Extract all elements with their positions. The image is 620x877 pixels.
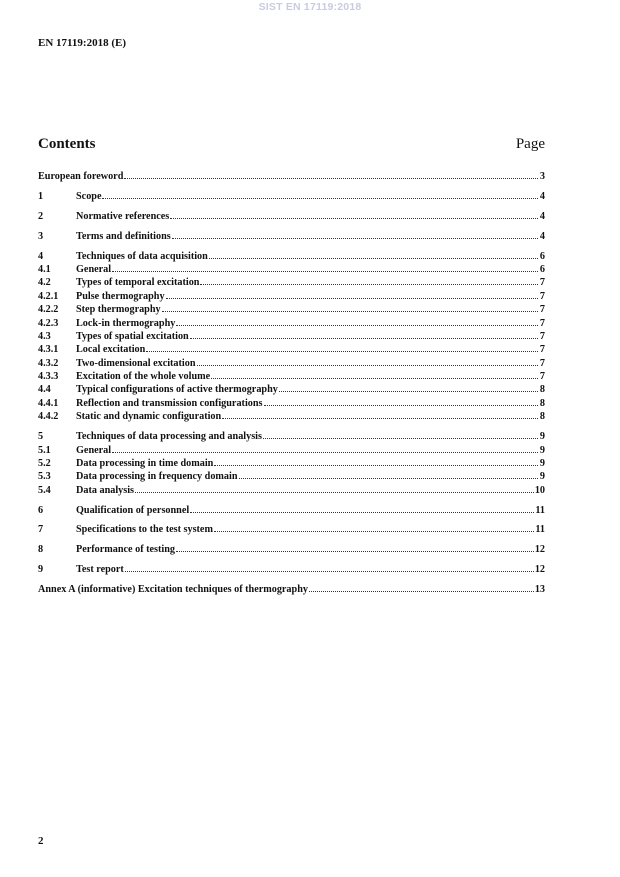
toc-dot-leader <box>172 229 538 239</box>
toc-entry-number: 4.3 <box>38 330 51 342</box>
watermark: SIST EN 17119:2018 <box>258 1 362 13</box>
toc-entry[interactable] <box>38 275 545 288</box>
toc-entry-page: 8 <box>539 411 545 423</box>
toc-entry[interactable] <box>38 522 545 535</box>
toc-dot-leader <box>190 503 534 513</box>
toc-entry-page: 12 <box>534 544 545 556</box>
toc-dot-leader <box>214 456 538 466</box>
toc-entry[interactable] <box>38 562 545 575</box>
toc-entry-page: 3 <box>539 171 545 182</box>
toc-entry-title: Typical configurations of active thermography <box>76 384 278 396</box>
toc-entry[interactable] <box>38 542 545 555</box>
toc-dot-leader <box>125 562 534 572</box>
toc-entry-number: 4.2.3 <box>38 317 59 329</box>
toc-dot-leader <box>176 316 538 326</box>
toc-entry-page: 13 <box>534 584 545 596</box>
toc-entry-title: Test report <box>76 564 124 576</box>
toc-entry-number: 3 <box>38 230 44 242</box>
toc-dot-leader <box>176 542 534 552</box>
toc-entry-title: Qualification of personnel <box>76 504 190 516</box>
toc-entry-number: 5.1 <box>38 444 51 456</box>
toc-entry-title: Annex A (informative) Excitation techniques of thermography <box>38 584 308 596</box>
toc-dot-leader <box>162 302 538 312</box>
toc-entry[interactable] <box>38 329 545 342</box>
toc-entry-page: 7 <box>539 357 545 369</box>
toc-dot-leader <box>102 189 538 199</box>
toc-entry-title: Scope <box>76 190 102 202</box>
contents-title: Contents <box>38 136 96 152</box>
toc-entry-title: Excitation of the whole volume <box>76 371 211 383</box>
toc-entry-title: Two-dimensional excitation <box>76 357 196 369</box>
toc-dot-leader <box>214 522 534 532</box>
toc-entry-title: Techniques of data processing and analysis <box>76 431 262 443</box>
toc-entry[interactable] <box>38 483 545 496</box>
toc-entry[interactable] <box>38 316 545 329</box>
toc-dot-leader <box>124 169 538 179</box>
toc-entry-title: General <box>76 444 112 456</box>
toc-entry-number: 4.4.1 <box>38 397 59 409</box>
toc-entry-title: Step thermography <box>76 304 161 316</box>
toc-entry[interactable] <box>38 302 545 315</box>
toc-dot-leader <box>197 356 538 366</box>
toc-dot-leader <box>309 582 534 592</box>
toc-entry-page: 10 <box>534 484 545 496</box>
toc-dot-leader <box>264 396 539 406</box>
toc-entry-title: Terms and definitions <box>76 230 171 242</box>
toc-entry[interactable] <box>38 369 545 382</box>
toc-entry-title: Performance of testing <box>76 544 176 556</box>
toc-entry[interactable] <box>38 582 545 595</box>
toc-entry[interactable] <box>38 209 545 222</box>
toc-entry-number: 7 <box>38 524 44 536</box>
toc-entry[interactable] <box>38 262 545 275</box>
toc-entry[interactable] <box>38 456 545 469</box>
toc-dot-leader <box>190 329 538 339</box>
toc-entry-title: Specifications to the test system <box>76 524 213 536</box>
toc-entry-page: 7 <box>539 290 545 302</box>
document-id: EN 17119:2018 (E) <box>38 37 126 49</box>
toc-dot-leader <box>166 289 538 299</box>
toc-entry-page: 7 <box>539 317 545 329</box>
toc-entry-number: 8 <box>38 544 44 556</box>
toc-entry-number: 2 <box>38 210 44 222</box>
toc-entry-number: 5.2 <box>38 457 51 469</box>
toc-entry-number: 5 <box>38 431 44 443</box>
toc-entry-number: 9 <box>38 564 44 576</box>
toc-dot-leader <box>135 483 534 493</box>
toc-entry-page: 4 <box>539 190 545 202</box>
toc-entry[interactable] <box>38 396 545 409</box>
toc-entry-page: 4 <box>539 210 545 222</box>
toc-entry-page: 12 <box>534 564 545 576</box>
toc-entry-page: 8 <box>539 384 545 396</box>
toc-entry-title: Reflection and transmission configurations <box>76 397 263 409</box>
toc-entry-title: Types of spatial excitation <box>76 330 189 342</box>
toc-entry-page: 9 <box>539 457 545 469</box>
toc-entry-page: 9 <box>539 444 545 456</box>
toc-entry-page: 7 <box>539 304 545 316</box>
toc-entry-number: 4.4 <box>38 384 51 396</box>
toc-entry-title: Techniques of data acquisition <box>76 250 208 262</box>
toc-entry-page: 7 <box>539 371 545 383</box>
toc-dot-leader <box>279 382 538 392</box>
toc-entry-number: 6 <box>38 504 44 516</box>
toc-dot-leader <box>112 262 538 272</box>
toc-entry[interactable] <box>38 469 545 482</box>
toc-entry[interactable] <box>38 503 545 516</box>
toc-entry[interactable] <box>38 189 545 202</box>
toc-entry-page: 6 <box>539 250 545 262</box>
toc-entry[interactable] <box>38 229 545 242</box>
toc-entry[interactable] <box>38 249 545 262</box>
toc-entry[interactable] <box>38 382 545 395</box>
page-column-heading: Page <box>515 136 545 152</box>
toc-entry-page: 8 <box>539 397 545 409</box>
toc-entry-number: 5.3 <box>38 471 51 483</box>
toc-entry-number: 4.3.3 <box>38 371 59 383</box>
toc-dot-leader <box>200 275 538 285</box>
toc-entry-title: General <box>76 263 112 275</box>
toc-entry-title: Data analysis <box>76 484 135 496</box>
toc-dot-leader <box>112 443 538 453</box>
toc-entry-number: 1 <box>38 190 44 202</box>
toc-entry-title: Local excitation <box>76 344 146 356</box>
toc-entry-page: 6 <box>539 263 545 275</box>
toc-entry-page: 7 <box>539 330 545 342</box>
page-number: 2 <box>38 835 44 847</box>
toc-dot-leader <box>239 469 538 479</box>
toc-dot-leader <box>222 409 538 419</box>
toc-entry-page: 7 <box>539 344 545 356</box>
toc-entry-title: Data processing in time domain <box>76 457 214 469</box>
toc-entry-title: Static and dynamic configuration <box>76 411 222 423</box>
toc-dot-leader <box>211 369 538 379</box>
toc-entry-title: Data processing in frequency domain <box>76 471 238 483</box>
toc-entry-number: 4 <box>38 250 44 262</box>
toc-entry[interactable] <box>38 342 545 355</box>
toc-entry[interactable] <box>38 289 545 302</box>
toc-entry-number: 4.3.1 <box>38 344 59 356</box>
toc-dot-leader <box>146 342 538 352</box>
toc-entry-title: European foreword <box>38 171 124 182</box>
toc-dot-leader <box>170 209 538 219</box>
toc-entry-number: 4.2.1 <box>38 290 59 302</box>
toc-entry-title: Normative references <box>76 210 170 222</box>
toc-entry[interactable] <box>38 429 545 442</box>
toc-dot-leader <box>209 249 538 259</box>
toc-entry[interactable] <box>38 443 545 456</box>
table-of-contents <box>38 169 545 596</box>
toc-entry-page: 11 <box>535 524 545 536</box>
toc-entry-title: Lock-in thermography <box>76 317 176 329</box>
toc-entry-page: 9 <box>539 431 545 443</box>
toc-entry-number: 5.4 <box>38 484 51 496</box>
toc-entry-number: 4.4.2 <box>38 411 59 423</box>
toc-entry-number: 4.2 <box>38 277 51 289</box>
toc-entry-page: 11 <box>535 504 545 516</box>
toc-entry-title: Pulse thermography <box>76 290 165 302</box>
toc-entry-number: 4.3.2 <box>38 357 59 369</box>
toc-entry[interactable] <box>38 409 545 422</box>
toc-entry-page: 9 <box>539 471 545 483</box>
toc-entry-page: 4 <box>539 230 545 242</box>
toc-entry-title: Types of temporal excitation <box>76 277 200 289</box>
toc-entry-number: 4.2.2 <box>38 304 59 316</box>
toc-entry-number: 4.1 <box>38 263 51 275</box>
toc-entry-page: 7 <box>539 277 545 289</box>
toc-dot-leader <box>263 429 538 439</box>
toc-entry[interactable] <box>38 356 545 369</box>
toc-entry[interactable] <box>38 169 545 182</box>
